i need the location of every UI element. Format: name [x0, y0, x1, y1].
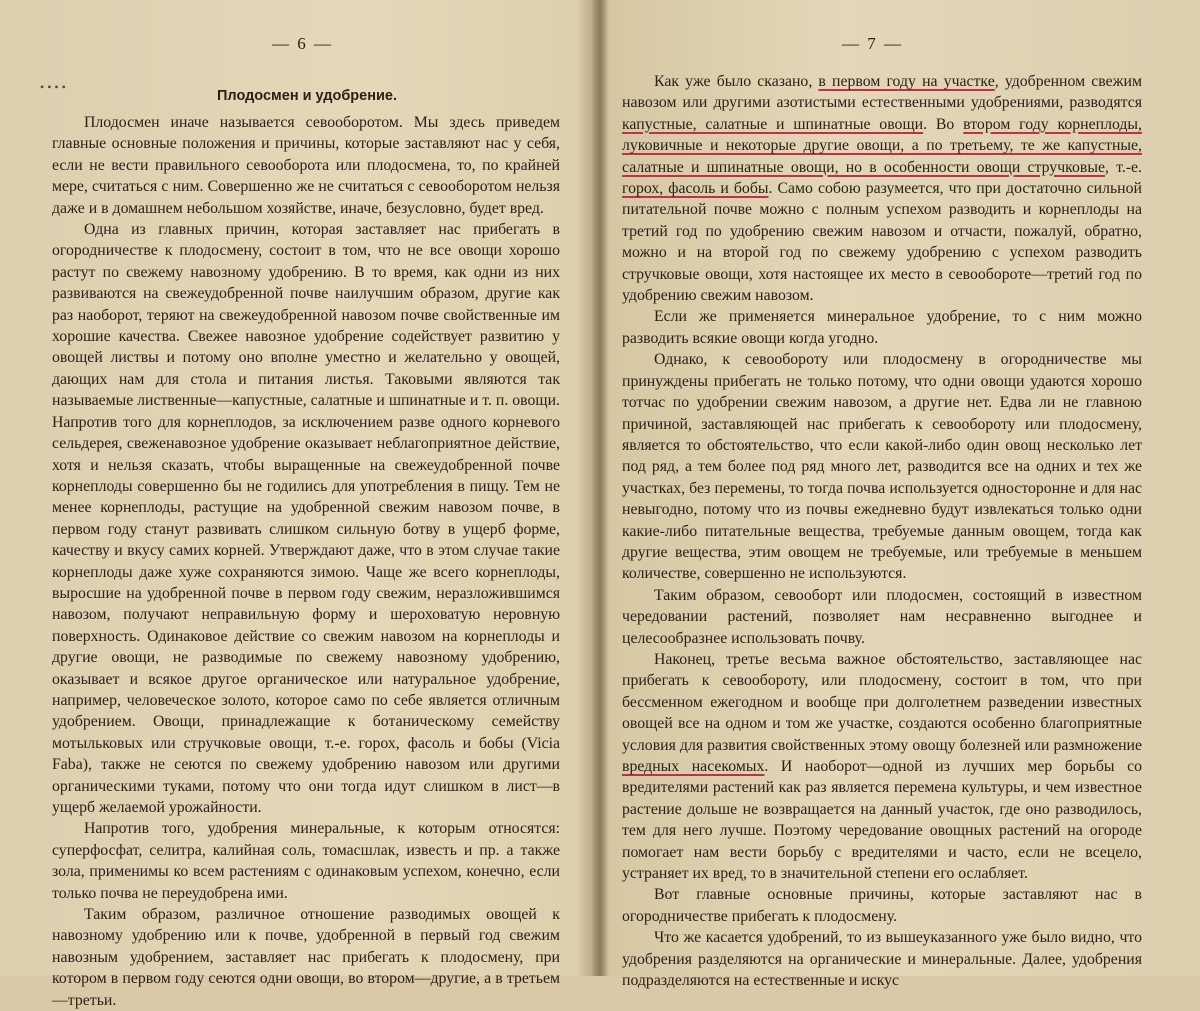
underlined-text: втором году корнеплоды, луковичные и некоторые другие овощи, а по третьему, те же капустные, салатные и шпинатные овощи, но в особенности овощи стручковые [622, 115, 1142, 176]
text-run: , удобренном свежим навозом или другими азотистыми естественными удобрениями, разводятся [622, 73, 1142, 112]
right-page-text [622, 71, 1142, 991]
underlined-text: вредных насекомых [622, 758, 765, 775]
paragraph: Одна из главных причин, которая заставляет нас прибегать в огородничестве к плодосмену, состоит в том, что не все овощи хорошо растут по свежему навозному удобрению. В то время, как одни из них развиваются на свежеудобренной почве наилучшим образом, другие как раз наоборот, теряют на свежеудобренной навозом почве свойственные им хорошие качества. Свежее навозное удобрение содействует развитию у овощей листвы и потому оно вполне уместно и желательно у овощей, дающих нам для стола и питания листья. Таковыми являются так называемые лиственные—капустные, салатные и шпинатные и т. п. овощи. Напротив того для корнеплодов, за исключением разве одного корневого сельдерея, свеженавозное удобрение оказывает неблагоприятное действие, хотя и нельзя сказать, чтобы выращенные на свежеудобренной почве корнеплоды совершенно бы не годились для употребления в пищу. Тем не менее корнеплоды, растущие на удобренной свежим навозом почве, в первом году станут развивать слишком сильную ботву в ущерб форме, качеству и вкусу самих корней. Утверждают даже, что в этом случае такие корнеплоды даже хуже сохраняются зимою. Чаще же всего корнеплоды, выросшие на удобренной почве в первом году свежим, неразложившимся навозом, получают неправильную форму и шероховатую неровную поверхность. Одинаковое действие со свежим навозом на корнеплоды и другие овощи, не разводимые по свежему навозному удобрению, оказывает и всякое другое органическое или натуральное удобрение, например, человеческое золото, которое само по себе является отличным удобрением. Овощи, принадлежащие к ботаническому семейству мотыльковых или стручковые овощи, т.-е. горох, фасоль и бобы (Vicia Faba), также не сеются по свежему удобрению навозом или другими органическими туками, потому что они тогда идут слишком в лист—в ущерб желаемой урожайности. [52, 221, 560, 816]
text-run: . И наоборот—одной из лучших мер борьбы со вредителями растений как раз является перемена культуры, и чем известное растение дольше не возвращается на данный участок, где оно разводилось, тем для него лучше. Поэтому чередование овощных растений на огороде помогает нам вести борьбу с вредителями и часто, если не всецело, устраняет их вред, то в значительной степени его ослабляет. [622, 758, 1142, 883]
page-number-left: — 6 — [272, 34, 333, 53]
left-page-text [52, 112, 560, 1011]
paragraph [622, 649, 1142, 884]
paragraph: Однако, к севообороту или плодосмену в огородничестве мы принуждены прибегать не только потому, что одни овощи удаются хорошо тотчас по удобрении свежим навозом, а другие нет. Едва ли не главною причиной, заставляющей нас прибегать к севообороту или плодосмену, является то обстоятельство, что если какой-либо один овощ несколько лет под ряд, а тем более под ряд много лет, разводится все на одних и тех же участках, без перемены, то тогда почва используется односторонне и для нас невыгодно, потому что из почвы ежедневно будут извлекаться только одни какие-либо питательные вещества, требуемые данным овощем, тогда как другие вещества, этим овощем не требуемые, или требуемые в меньшем количестве, совершенно не используются. [622, 351, 1142, 583]
page-number-right: — 7 — [842, 34, 903, 53]
paragraph: Плодосмен иначе называется севооборотом. Мы здесь приведем главные основные положения и причины, которые заставляют нас у себя, если не вести правильного севооборота или плодосмена, то, по крайней мере, считаться с ним. Совершенно же не считаться с севооборотом нельзя даже и в домашнем небольшом хозяйстве, иначе, безусловно, будет вред. [52, 114, 560, 217]
paragraph: Таким образом, различное отношение разводимых овощей к навозному удобрению или к почве, удобренной в первый год свежим навозным удобрением, заставляет нас прибегать к плодосмену, при котором в первом году сеются одни овощи, во втором—другие, а в третьем—третьи. [52, 906, 560, 1009]
text-run: . Во [923, 115, 964, 133]
underlined-text: горох, фасоль и бобы [622, 180, 769, 198]
paragraph [622, 71, 1142, 306]
margin-marks: • • • • [40, 80, 66, 94]
left-page [0, 0, 595, 1009]
paragraph: Напротив того, удобрения минеральные, к которым относятся: суперфосфат, селитра, калийная соль, томасшлак, известь и пр. а также зола, применимы ко всем растениям с одинаковым успехом, конечно, если только почва не переудобрена ими. [52, 820, 560, 902]
text-run: . Само собою разумеется, что при достаточно сильной питательной почве можно с полным успехом разводить и корнеплоды на третий год по удобрению свежим навозом и отчасти, пожалуй, обратно, можно и на второй год по свежему удобрению с успехом разводить стручковые овощи, хотя настоящее их место в севообороте—третий год по удобрению свежим навозом. [622, 180, 1142, 305]
paragraph: Если же применяется минеральное удобрение, то с ним можно разводить всякие овощи когда угодно. [622, 308, 1142, 347]
paragraph: Вот главные основные причины, которые заставляют нас в огородничестве прибегать к плодосмену. [622, 886, 1142, 925]
text-run: Как уже было сказано, [654, 73, 819, 90]
underlined-text: в первом году на участке [818, 73, 995, 90]
section-title: Плодосмен и удобрение. [217, 88, 397, 104]
text-run: Наконец, третье весьма важное обстоятельство, заставляющее нас прибегать к севообороту, или плодосмену, состоит в том, что при бессменном ежегодном и вообще при долголетнем разведении известных овощей все на одном и том же участке, создаются особенно благоприятные условия для развития свойственных этому овощу болезней или размножение [622, 650, 1142, 754]
underlined-text: капустные, салатные и шпинатные овощи [622, 115, 924, 133]
right-page [605, 0, 1200, 990]
text-run: , т.-е. [1105, 158, 1142, 176]
paragraph: Таким образом, севооборт или плодосмен, состоящий в известном чередовании растений, позволяет нам несравненно выгоднее и целесообразнее использовать почву. [622, 586, 1142, 647]
paragraph: Что же касается удобрений, то из вышеуказанного уже было видно, что удобрения разделяются на органические и минеральные. Далее, удобрения подразделяются на естественные и искус [622, 929, 1142, 990]
